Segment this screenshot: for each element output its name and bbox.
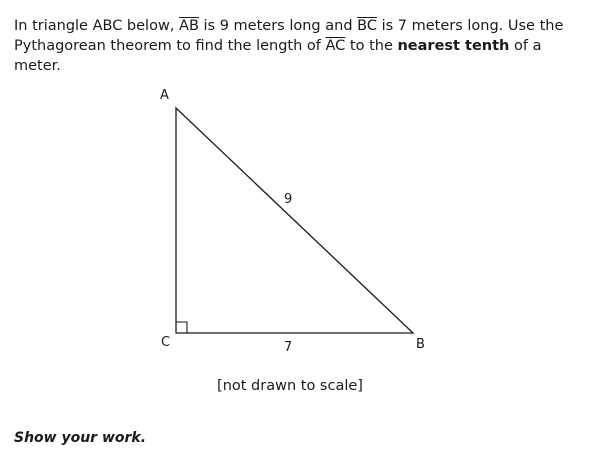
- right-angle-marker: [176, 322, 187, 333]
- side-ab-length-label: 9: [284, 192, 293, 207]
- side-bc-length-label: 7: [284, 340, 293, 355]
- segment-ac: $\overline{AC}$: [325, 38, 346, 54]
- vertex-label-c: C: [161, 335, 171, 350]
- not-to-scale-note: [not drawn to scale]: [217, 378, 363, 394]
- segment-ab: $\overline{AB}$: [179, 18, 199, 34]
- question-part-4: to the: [345, 38, 398, 54]
- question-part-2: is 9 meters long and: [198, 18, 358, 34]
- vertex-label-a: A: [160, 88, 169, 103]
- vertex-label-b: B: [416, 337, 425, 352]
- nearest-tenth-emphasis: nearest tenth: [397, 38, 510, 54]
- triangle-abc: [176, 108, 413, 333]
- question-part-1: In triangle ABC below,: [14, 18, 180, 34]
- question-part-3: is 7 meters long. Use the Pythagorean theorem to find the length of: [14, 18, 564, 54]
- segment-bc: $\overline{BC}$: [357, 18, 377, 34]
- question-part-5: of a meter.: [14, 38, 542, 74]
- figure-caption: [0, 378, 594, 394]
- show-work-instruction: Show your work.: [14, 430, 147, 446]
